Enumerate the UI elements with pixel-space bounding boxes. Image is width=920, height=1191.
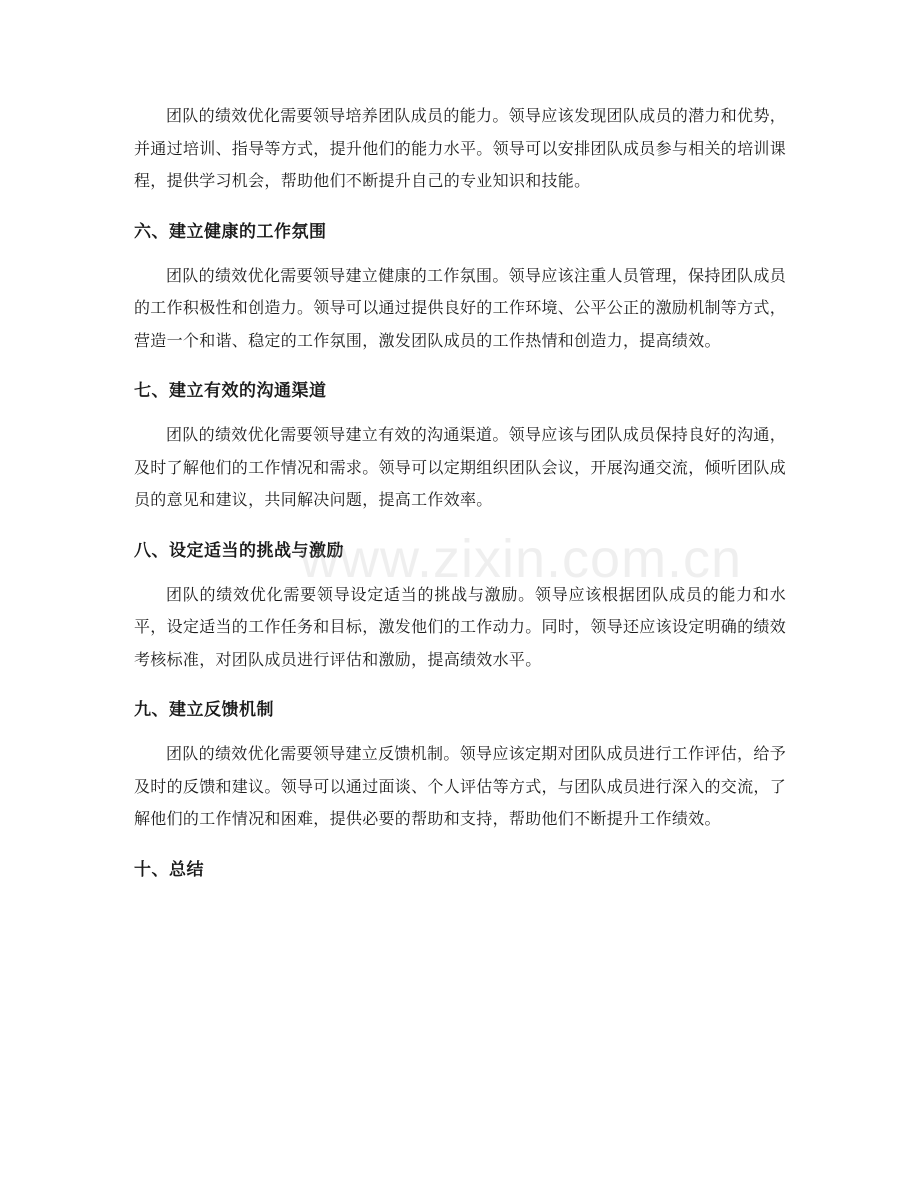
- paragraph-ability: 团队的绩效优化需要领导培养团队成员的能力。领导应该发现团队成员的潜力和优势，并通过培训、指导等方式，提升他们的能力水平。领导可以安排团队成员参与相关的培训课程，提供学习机会，帮助他们不断提升自己的专业知识和技能。: [134, 106, 787, 190]
- section-heading-6: 六、建立健康的工作氛围: [134, 221, 327, 242]
- section-heading-9: 九、建立反馈机制: [134, 700, 274, 720]
- paragraph-challenge: 团队的绩效优化需要领导设定适当的挑战与激励。领导应该根据团队成员的能力和水平，设定适当的工作任务和目标，激发他们的工作动力。同时，领导还应该设定明确的绩效考核标准，对团队成员进行评估和激励，提高绩效水平。: [134, 584, 787, 669]
- section-heading-8: 八、设定适当的挑战与激励: [134, 540, 344, 561]
- paragraph-feedback: 团队的绩效优化需要领导建立反馈机制。领导应该定期对团队成员进行工作评估，给予及时的反馈和建议。领导可以通过面谈、个人评估等方式，与团队成员进行深入的交流，了解他们的工作情况和困难，提供必要的帮助和支持，帮助他们不断提升工作绩效。: [134, 744, 787, 828]
- document-body: [134, 100, 786, 886]
- section-heading-10: 十、总结: [134, 859, 204, 880]
- paragraph-atmosphere: 团队的绩效优化需要领导建立健康的工作氛围。领导应该注重人员管理，保持团队成员的工作积极性和创造力。领导可以通过提供良好的工作环境、公平公正的激励机制等方式，营造一个和谐、稳定的工作氛围，激发团队成员的工作热情和创造力，提高绩效。: [134, 265, 787, 350]
- section-heading-7: 七、建立有效的沟通渠道: [134, 381, 327, 401]
- paragraph-communication: 团队的绩效优化需要领导建立有效的沟通渠道。领导应该与团队成员保持良好的沟通，及时了解他们的工作情况和需求。领导可以定期组织团队会议，开展沟通交流，倾听团队成员的意见和建议，共同解决问题，提高工作效率。: [134, 425, 787, 509]
- watermark: www.zixin.com.cn: [300, 529, 743, 589]
